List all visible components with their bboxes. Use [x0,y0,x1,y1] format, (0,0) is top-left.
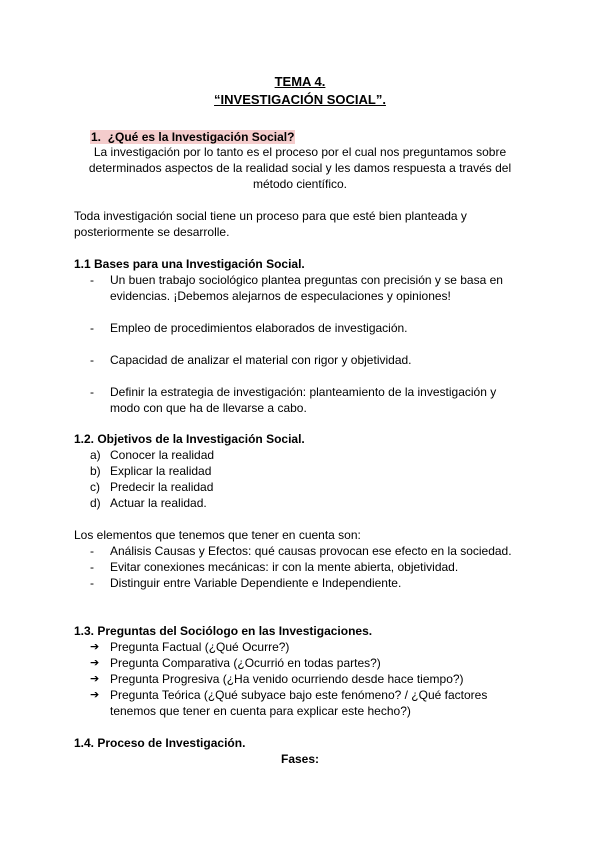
bullet-dash: - [90,385,94,399]
bases-item-3: Capacidad de analizar el material con rigor y objetividad. [110,353,412,367]
list-marker: a) [90,448,101,462]
document-subtitle: “INVESTIGACIÓN SOCIAL”. [214,92,386,107]
intro-line-2: posteriormente se desarrolle. [74,225,230,239]
element-item: Evitar conexiones mecánicas: ir con la mente abierta, objetividad. [110,560,459,574]
objetivo-item: Explicar la realidad [110,464,212,478]
definition-line-3: método científico. [252,177,348,191]
arrow-icon: ➔ [90,657,100,669]
element-item: Distinguir entre Variable Dependiente e Independiente. [110,576,402,590]
bullet-dash: - [90,353,94,367]
elements-intro: Los elementos que tenemos que tener en cuenta son: [74,528,361,542]
bullet-dash: - [90,576,94,590]
section-1-number: 1. [91,130,102,144]
bullet-dash: - [90,544,94,558]
intro-line-1: Toda investigación social tiene un proceso para que esté bien planteada y [74,209,467,223]
bullet-dash: - [90,273,94,287]
proceso-heading: 1.4. Proceso de Investigación. [74,736,246,750]
arrow-icon: ➔ [90,641,100,653]
element-item: Análisis Causas y Efectos: qué causas provocan ese efecto en la sociedad. [110,544,512,558]
document-title: TEMA 4. [274,74,326,89]
arrow-icon: ➔ [90,689,100,701]
bases-item-4-line-1: Definir la estrategia de investigación: planteamiento de la investigación y [110,385,497,399]
fases-label: Fases: [280,752,320,766]
bullet-dash: - [90,560,94,574]
pregunta-item: Pregunta Factual (¿Qué Ocurre?) [110,640,290,654]
objetivo-item: Predecir la realidad [110,480,214,494]
pregunta-item-continuation: tenemos que tener en cuenta para explicar este hecho?) [110,704,411,718]
definition-line-2: determinados aspectos de la realidad social y les damos respuesta a través del [88,161,512,175]
preguntas-heading: 1.3. Preguntas del Sociólogo en las Investigaciones. [74,624,373,638]
pregunta-item: Pregunta Comparativa (¿Ocurrió en todas partes?) [110,656,381,670]
pregunta-item: Pregunta Progresiva (¿Ha venido ocurriendo desde hace tiempo?) [110,672,464,686]
objetivo-item: Conocer la realidad [110,448,215,462]
bullet-dash: - [90,321,94,335]
bases-item-1-line-2: evidencias. ¡Debemos alejarnos de especulaciones y opiniones! [110,289,451,303]
list-marker: d) [90,496,101,510]
definition-line-1: La investigación por lo tanto es el proceso por el cual nos preguntamos sobre [93,145,507,159]
list-marker: b) [90,464,101,478]
section-1-heading [90,129,295,145]
objetivo-item: Actuar la realidad. [110,496,207,510]
bases-heading: 1.1 Bases para una Investigación Social. [74,257,305,271]
arrow-icon: ➔ [90,673,100,685]
section-1-title: ¿Qué es la Investigación Social? [107,130,295,144]
bases-item-4-line-2: modo con que ha de llevarse a cabo. [110,401,307,415]
bases-item-2: Empleo de procedimientos elaborados de investigación. [110,321,408,335]
objetivos-heading: 1.2. Objetivos de la Investigación Social. [74,432,305,446]
pregunta-item: Pregunta Teórica (¿Qué subyace bajo este fenómeno? / ¿Qué factores [110,688,488,702]
list-marker: c) [90,480,100,494]
bases-item-1-line-1: Un buen trabajo sociológico plantea preguntas con precisión y se basa en [110,273,503,287]
